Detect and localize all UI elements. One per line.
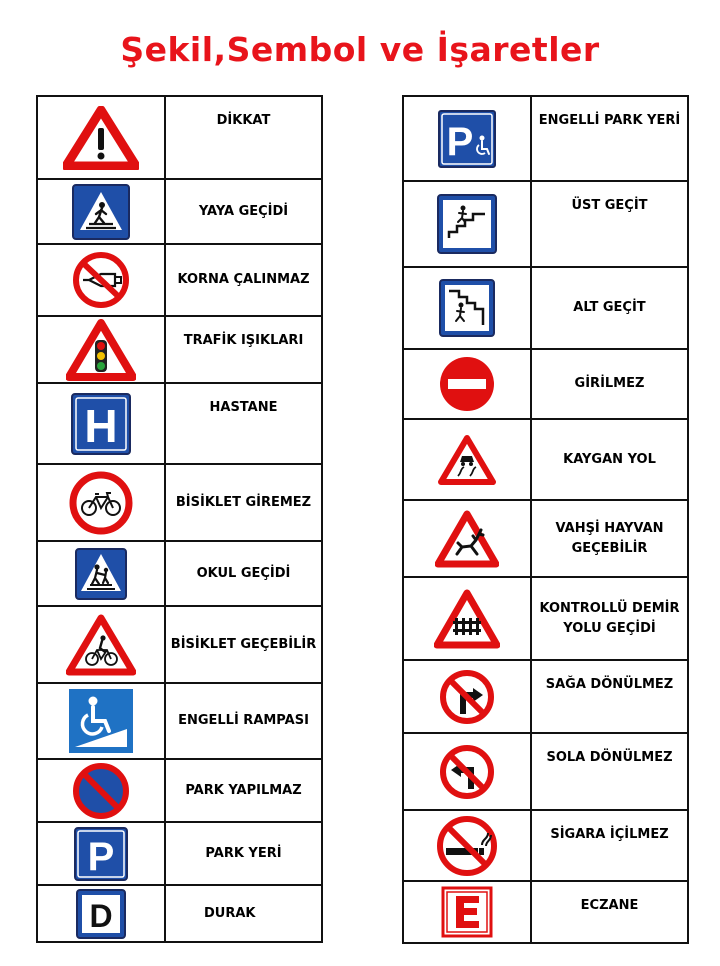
table-row <box>403 181 688 267</box>
table-row <box>37 759 322 822</box>
sign-label: PARK YERİ <box>165 822 322 885</box>
sign-label: ECZANE <box>531 881 688 943</box>
sign-label: KAYGAN YOL <box>531 419 688 500</box>
no-left-turn-icon <box>438 743 496 801</box>
sign-label: KORNA ÇALINMAZ <box>165 244 322 316</box>
table-row <box>403 733 688 810</box>
sign-label: KONTROLLÜ DEMİR YOLU GEÇİDİ <box>531 577 688 660</box>
table-row <box>37 683 322 759</box>
overpass-icon <box>437 194 497 254</box>
sign-label: SOLA DÖNÜLMEZ <box>531 733 688 810</box>
no-smoking-icon <box>436 815 498 877</box>
wild-animal-icon <box>435 510 499 568</box>
svg-text:H: H <box>84 399 118 452</box>
bus-stop-icon <box>76 889 126 939</box>
table-row <box>403 96 688 181</box>
slippery-road-icon <box>438 434 496 486</box>
table-row <box>403 881 688 943</box>
table-row <box>37 244 322 316</box>
sign-label: ENGELLİ PARK YERİ <box>531 96 688 181</box>
no-entry-icon <box>438 355 496 413</box>
sign-label: SİGARA İÇİLMEZ <box>531 810 688 881</box>
svg-text:P: P <box>446 119 474 164</box>
table-row <box>37 541 322 606</box>
hospital-icon <box>71 393 131 455</box>
table-row <box>403 810 688 881</box>
table-row <box>37 316 322 383</box>
svg-text:P: P <box>87 834 115 879</box>
svg-text:D: D <box>89 897 113 934</box>
sign-label: PARK YAPILMAZ <box>165 759 322 822</box>
table-row <box>403 577 688 660</box>
sign-label: BİSİKLET GEÇEBİLİR <box>165 606 322 683</box>
sign-label: OKUL GEÇİDİ <box>165 541 322 606</box>
disabled-ramp-icon <box>69 689 133 753</box>
sign-label: SAĞA DÖNÜLMEZ <box>531 660 688 733</box>
sign-label: ENGELLİ RAMPASI <box>165 683 322 759</box>
no-horn-icon <box>71 250 131 310</box>
school-crossing-icon <box>75 548 127 600</box>
sign-label: YAYA GEÇİDİ <box>165 179 322 244</box>
sign-label: TRAFİK IŞIKLARI <box>165 316 322 383</box>
traffic-lights-icon <box>66 319 136 381</box>
table-row <box>37 606 322 683</box>
sign-label: HASTANE <box>165 383 322 464</box>
table-row <box>37 822 322 885</box>
signs-table-left <box>36 95 323 943</box>
table-row <box>403 267 688 349</box>
table-row <box>403 419 688 500</box>
table-row <box>403 500 688 577</box>
sign-label: GİRİLMEZ <box>531 349 688 419</box>
pharmacy-icon <box>441 886 493 938</box>
no-bicycle-icon <box>68 470 134 536</box>
sign-label: ÜST GEÇİT <box>531 181 688 267</box>
parking-icon <box>74 827 128 881</box>
table-row <box>37 464 322 541</box>
table-row <box>403 660 688 733</box>
signs-table-right <box>402 95 689 944</box>
sign-label: BİSİKLET GİREMEZ <box>165 464 322 541</box>
table-row <box>37 179 322 244</box>
table-row <box>403 349 688 419</box>
sign-label: ALT GEÇİT <box>531 267 688 349</box>
table-row <box>37 96 322 179</box>
sign-label: DİKKAT <box>165 96 322 179</box>
table-row <box>37 885 322 942</box>
underpass-icon <box>439 279 495 337</box>
table-row <box>37 383 322 464</box>
page-title: Şekil,Sembol ve İşaretler <box>120 30 600 69</box>
no-parking-icon <box>72 762 130 820</box>
disabled-parking-icon <box>438 110 496 168</box>
bicycle-crossing-icon <box>66 614 136 676</box>
railway-crossing-icon <box>434 589 500 649</box>
no-right-turn-icon <box>438 668 496 726</box>
pedestrian-crossing-icon <box>72 184 130 240</box>
sign-label: VAHŞİ HAYVAN GEÇEBİLİR <box>531 500 688 577</box>
warning-exclamation-icon <box>63 106 139 170</box>
sign-label: DURAK <box>165 885 322 942</box>
